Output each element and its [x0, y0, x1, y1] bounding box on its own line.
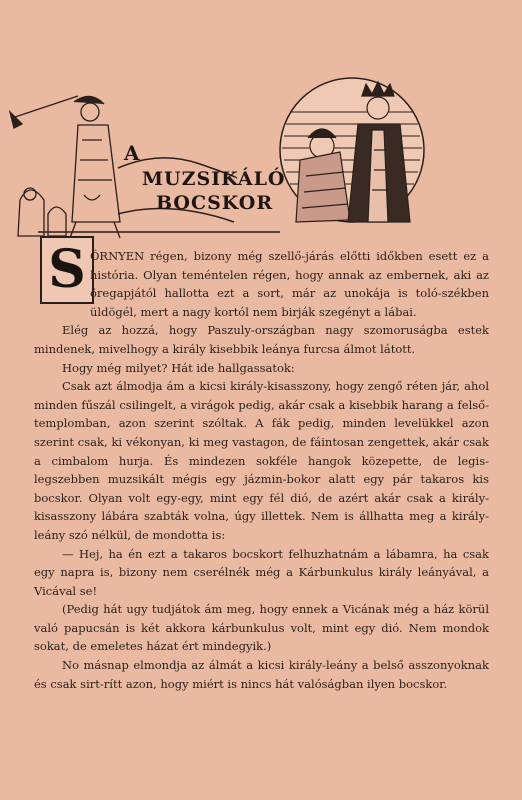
vignette: [280, 78, 424, 222]
title-word-a: A: [124, 141, 141, 165]
title-word-muzsikalo: MUZSIKÁLÓ: [142, 168, 286, 190]
paragraph: Elég az hozzá, hogy Paszuly-országban nagy szomoruságba estek mindenek, mivelhogy a király kisebbik leánya furcsa álmot látott.: [34, 323, 489, 356]
paragraph: No másnap elmondja az álmát a kicsi király-leány a belső asszonyoknak és csak sirt-rítt azon, hogy miért is nincs hát valóságban ilyen bocskor.: [34, 658, 489, 691]
paragraph: (Pedig hát ugy tudjátok ám meg, hogy ennek a Vicának még a ház körül való papucsán is két akkora kárbunkulus volt, mint egy dió. Nem mondok sokat, de emeletes házat ért mindegyik.): [34, 602, 489, 654]
paragraph: Csak azt álmodja ám a kicsi király-kisasszony, hogy zengő réten jár, ahol minden fűszál csilingelt, a virágok pedig, akár csak a kisebbik harang a felső-templomban, azon szerint szóltak. A fák pedig, minden levelükkel azon szerint csak, ki vékonyan, ki meg vastagon, de fáintosan zengettek, akár csak a cimbalom hurja. És mindezen sokféle hangok közepette, de legis-legszebben muzsikált mégis egy jázmin-bokor alatt egy pár takaros kis bocskor. Olyan volt egy-egy, mint egy fél dió, de azért akár csak a király-kisasszony lábára szabták volna, úgy illettek. Nem is állhatta meg a király-leány szó nélkül, de mondotta is:: [34, 379, 489, 542]
paragraph: ÖRNYEN régen, bizony még szellő-járás előtti időkben esett ez a história. Olyan teméntelen régen, hogy annak az embernek, aki az öregapjától hallotta ezt a sort, már az unokája is toló-székben üldögél, mert a nagy kortól nem birják szegényt a lábai.: [90, 249, 489, 319]
trumpeter-figure: [10, 96, 120, 238]
drop-cap: S: [40, 236, 94, 304]
title-word-bocskor: BOCSKOR: [156, 192, 274, 214]
story-text: [34, 247, 489, 693]
paragraph: Hogy még milyet? Hát ide hallgassatok:: [62, 360, 295, 375]
paragraph: — Hej, ha én ezt a takaros bocskort felhuzhatnám a lábamra, ha csak egy napra is, bizony nem cserélnék még a Kárbunkulus király leányával, a Vicával se!: [34, 546, 489, 598]
